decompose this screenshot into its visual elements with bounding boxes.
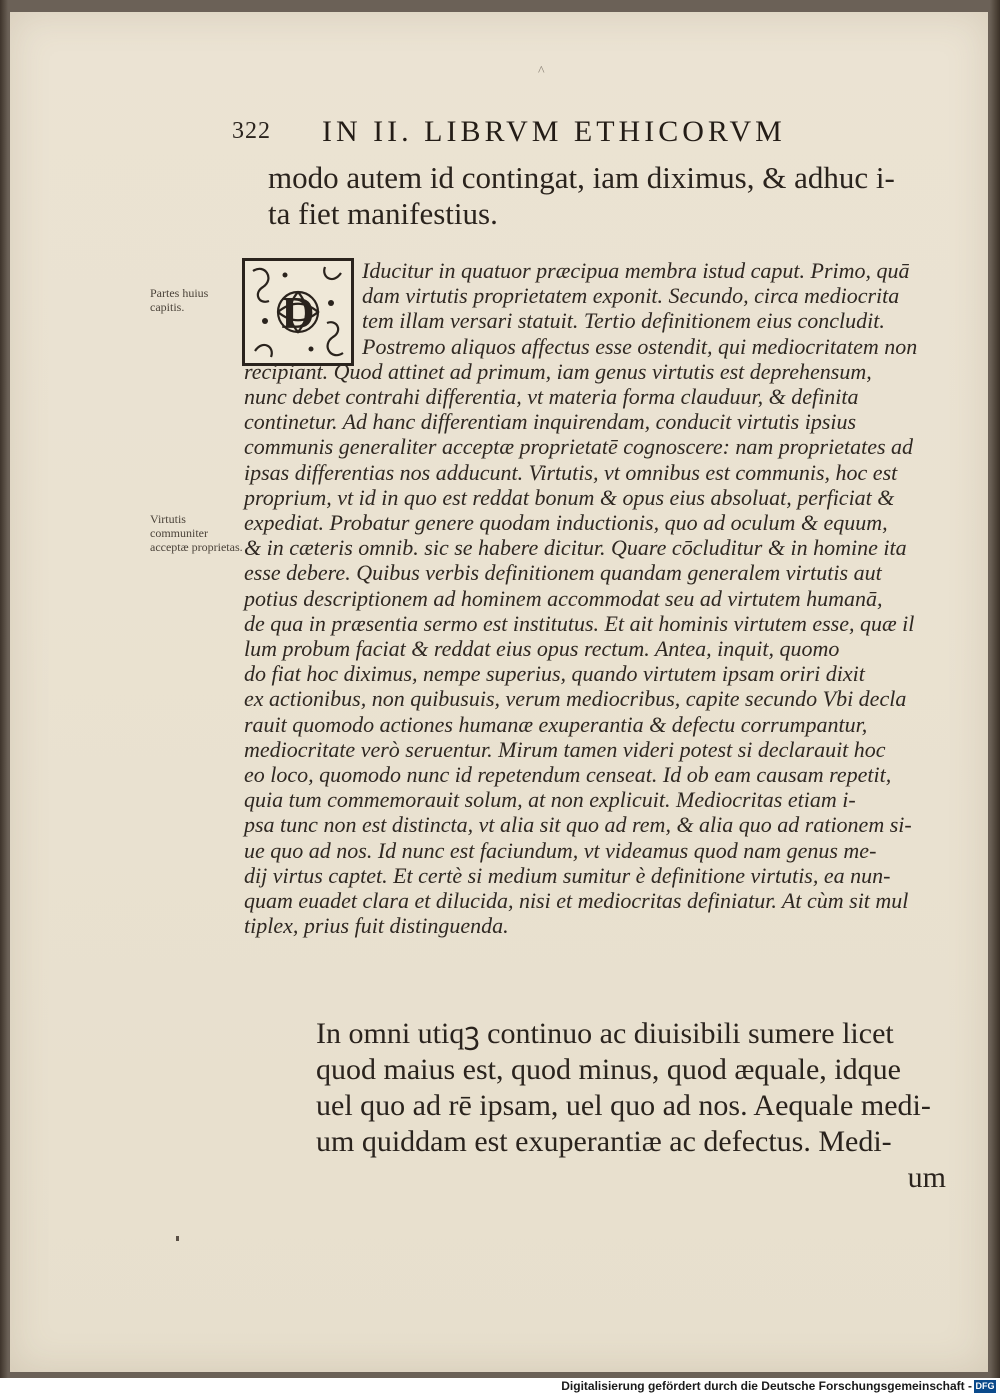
commentary-line: expediat. Probatur genere quodam inductionis, quo ad oculum & equum, [244,510,888,536]
commentary-line: lum probum faciat & reddat eius opus rectum. Antea, inquit, quomo [244,636,840,662]
top-text-block [268,160,958,232]
top-text-line: modo autem id contingat, iam diximus, & adhuc i- [268,160,895,195]
bottom-text-line: uel quo ad rē ipsam, uel quo ad nos. Aequale medi- [316,1089,931,1122]
commentary-line: & in cæteris omnib. sic se habere dicitur. Quare cōcluditur & in homine ita [244,535,907,561]
dfg-logo-icon: DFG [975,1381,995,1391]
book-page [10,12,988,1372]
commentary-line: recipiant. Quod attinet ad primum, iam genus virtutis est deprehensum, [244,358,872,384]
funding-credit: Digitalisierung gefördert durch die Deutsche Forschungsgemeinschaft - [561,1379,972,1393]
commentary-line: esse debere. Quibus verbis definitionem quandam generalem virtutis aut [244,560,882,586]
commentary-line: continetur. Ad hanc differentiam inquirendam, conducit virtutis ipsius [244,409,857,435]
page-mark: ^ [538,64,545,79]
running-head: IN II. LIBRVM ETHICORVM [322,115,786,148]
commentary-line: ex actionibus, non quibusuis, verum mediocribus, capite secundo Vbi decla [244,686,907,712]
commentary-line: nunc debet contrahi differentia, vt materia forma clauduur, & definita [244,384,859,410]
ink-speck [176,1236,179,1241]
commentary-line: quia tum commemorauit solum, at non explicuit. Mediocritas etiam i- [244,787,856,813]
commentary-line: quam euadet clara et dilucida, nisi et mediocritas definiatur. At cùm sit mul [244,888,909,914]
commentary-line: dij virtus captet. Et certè si medium sumitur è definitione virtutis, ea nun- [244,862,891,888]
bottom-text-line: In omni utiqꝫ continuo ac diuisibili sumere licet [316,1017,894,1050]
commentary-line: tiplex, prius fuit distinguenda. [244,913,509,939]
commentary-line: de qua in præsentia sermo est institutus. Et ait hominis virtutem esse, quæ il [244,610,915,636]
commentary-text [244,258,954,938]
commentary-line: tem illam versari statuit. Tertio definitionem eius concludit. [362,308,885,334]
commentary-line: psa tunc non est distincta, vt alia sit quo ad rem, & alia quo ad rationem si- [244,812,912,838]
bottom-text-line: um quiddam est exuperantiæ ac defectus. Medi- [316,1125,892,1158]
commentary-line: dam virtutis proprietatem exponit. Secundo, circa mediocrita [362,283,900,309]
top-text-line: ta fiet manifestius. [268,196,498,231]
margin-note-parts: Partes huius capitis. [150,286,209,314]
commentary-line: Iducitur in quatuor præcipua membra istud caput. Primo, quā [362,258,910,283]
page-number: 322 [232,118,271,144]
commentary-line: ipsas differentias nos adducunt. Virtutis, vt omnibus est communis, hoc est [244,459,898,485]
catchword: um [907,1161,946,1194]
bottom-text-block [316,1016,946,1196]
bottom-text-line: quod maius est, quod minus, quod æquale, idque [316,1053,901,1086]
commentary-line: do fiat hoc diximus, nempe superius, quando virtutem ipsam oriri dixit [244,661,865,687]
margin-note-virtue: Virtutis communiter acceptæ proprietas. [150,512,243,554]
commentary-line: proprium, vt id in quo est reddat bonum & opus eius absoluat, perficiat & [244,484,895,510]
commentary-line: potius descriptionem ad hominem accommodat seu ad virtutem humanā, [244,585,883,611]
initial-letter: D [281,287,315,338]
commentary-line: Postremo aliquos affectus esse ostendit, qui mediocritatem non [362,333,918,359]
commentary-line: ue quo ad nos. Id nunc est faciundum, vt videamus quod nam genus me- [244,837,877,863]
commentary-line: communis generaliter acceptæ proprietatē cognoscere: nam proprietates ad [244,434,914,460]
commentary-line: rauit quomodo actiones humanæ exuperantia & defectu corrumpantur, [244,711,868,737]
commentary-line: eo loco, quomodo nunc id repetendum censeat. Id ob eam causam repetit, [244,762,892,788]
commentary-line: mediocritate verò seruentur. Mirum tamen videri potest si declarauit hoc [244,736,886,762]
